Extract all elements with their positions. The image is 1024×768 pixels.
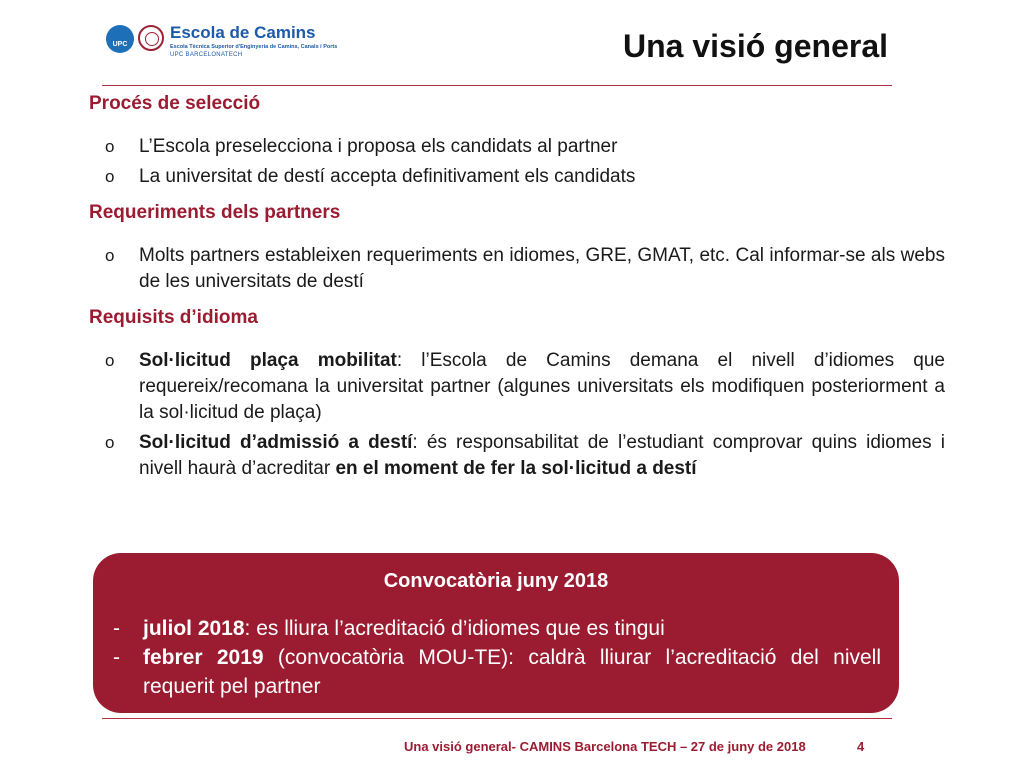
callout-item-text bbox=[143, 617, 665, 640]
text-run: La universitat de destí accepta definitivament els candidats bbox=[139, 166, 636, 187]
dash-bullet: - bbox=[113, 646, 120, 669]
slide-title: Una visió general bbox=[623, 28, 888, 64]
callout-item bbox=[113, 643, 881, 701]
logo-name: Escola de Camins bbox=[170, 23, 316, 42]
text-run: : es lliura l’acreditació d’idiomes que es tingui bbox=[244, 617, 665, 640]
callout-item bbox=[113, 614, 881, 643]
bullet-text bbox=[139, 432, 945, 479]
bottom-divider bbox=[102, 718, 892, 719]
upc-logo-text: UPC bbox=[112, 41, 128, 48]
section-heading-seleccio: Procés de selecció bbox=[89, 93, 261, 114]
section-list-requeriments bbox=[89, 243, 945, 295]
bullet-text bbox=[139, 245, 945, 292]
escola-de-camins-logo bbox=[106, 23, 336, 63]
logo-subtitle-2: UPC BARCELONATECH bbox=[170, 52, 243, 58]
text-run: : l’Escola de Camins demana el nivell d’idiomes que requereix/recomana la universitat partner (algunes universitats els modifiquen posteriorment a la sol·licitud de plaça) bbox=[139, 350, 945, 423]
text-run: Molts partners estableixen requeriments en idiomes, GRE, GMAT, etc. Cal informar-se als webs de les universitats de destí bbox=[139, 245, 945, 292]
bullet-text bbox=[139, 136, 617, 157]
section-list-idioma bbox=[89, 348, 945, 482]
callout-list bbox=[113, 614, 881, 701]
section-heading-idioma: Requisits d’idioma bbox=[89, 307, 258, 328]
bullet-item bbox=[89, 348, 945, 426]
bold-run: febrer 2019 bbox=[143, 646, 264, 669]
bullet-icon: o bbox=[105, 433, 115, 452]
bold-run: Sol·licitud d’admissió a destí bbox=[139, 432, 413, 453]
top-divider bbox=[102, 85, 892, 86]
bullet-icon: o bbox=[105, 137, 115, 156]
slide-body bbox=[89, 93, 945, 482]
bullet-icon: o bbox=[105, 167, 115, 186]
bold-run: juliol 2018 bbox=[143, 617, 245, 640]
dash-bullet: - bbox=[113, 617, 120, 640]
bold-run: Sol·licitud plaça mobilitat bbox=[139, 350, 397, 371]
text-run: : és responsabilitat de l’estudiant comprovar quins idiomes i nivell haurà d’acreditar bbox=[139, 432, 945, 479]
bullet-text bbox=[139, 350, 945, 423]
bullet-item bbox=[89, 164, 945, 190]
callout-title: Convocatòria juny 2018 bbox=[383, 570, 609, 592]
text-run: (convocatòria MOU-TE): caldrà lliurar l’acreditació del nivell requerit pel partner bbox=[143, 646, 882, 698]
section-heading-requeriments: Requeriments dels partners bbox=[89, 202, 341, 223]
bullet-item bbox=[89, 243, 945, 295]
text-run: L’Escola preselecciona i proposa els candidats al partner bbox=[139, 136, 618, 157]
convocatoria-callout bbox=[93, 553, 899, 713]
bold-run: en el moment de fer la sol·licitud a destí bbox=[335, 458, 697, 479]
footer-text: Una visió general- CAMINS Barcelona TECH – 27 de juny de 2018 bbox=[404, 739, 806, 754]
callout-item-text bbox=[143, 646, 881, 698]
logo-subtitle: Escola Tècnica Superior d'Enginyeria de Camins, Canals i Ports bbox=[170, 44, 338, 50]
escola-seal-icon bbox=[138, 25, 164, 51]
bullet-item bbox=[89, 134, 945, 160]
bullet-text bbox=[139, 166, 635, 187]
section-list-seleccio bbox=[89, 134, 945, 190]
page-number: 4 bbox=[857, 739, 865, 754]
bullet-item bbox=[89, 430, 945, 482]
bullet-icon: o bbox=[105, 351, 115, 370]
upc-logo-icon bbox=[106, 25, 134, 53]
bullet-icon: o bbox=[105, 246, 115, 265]
